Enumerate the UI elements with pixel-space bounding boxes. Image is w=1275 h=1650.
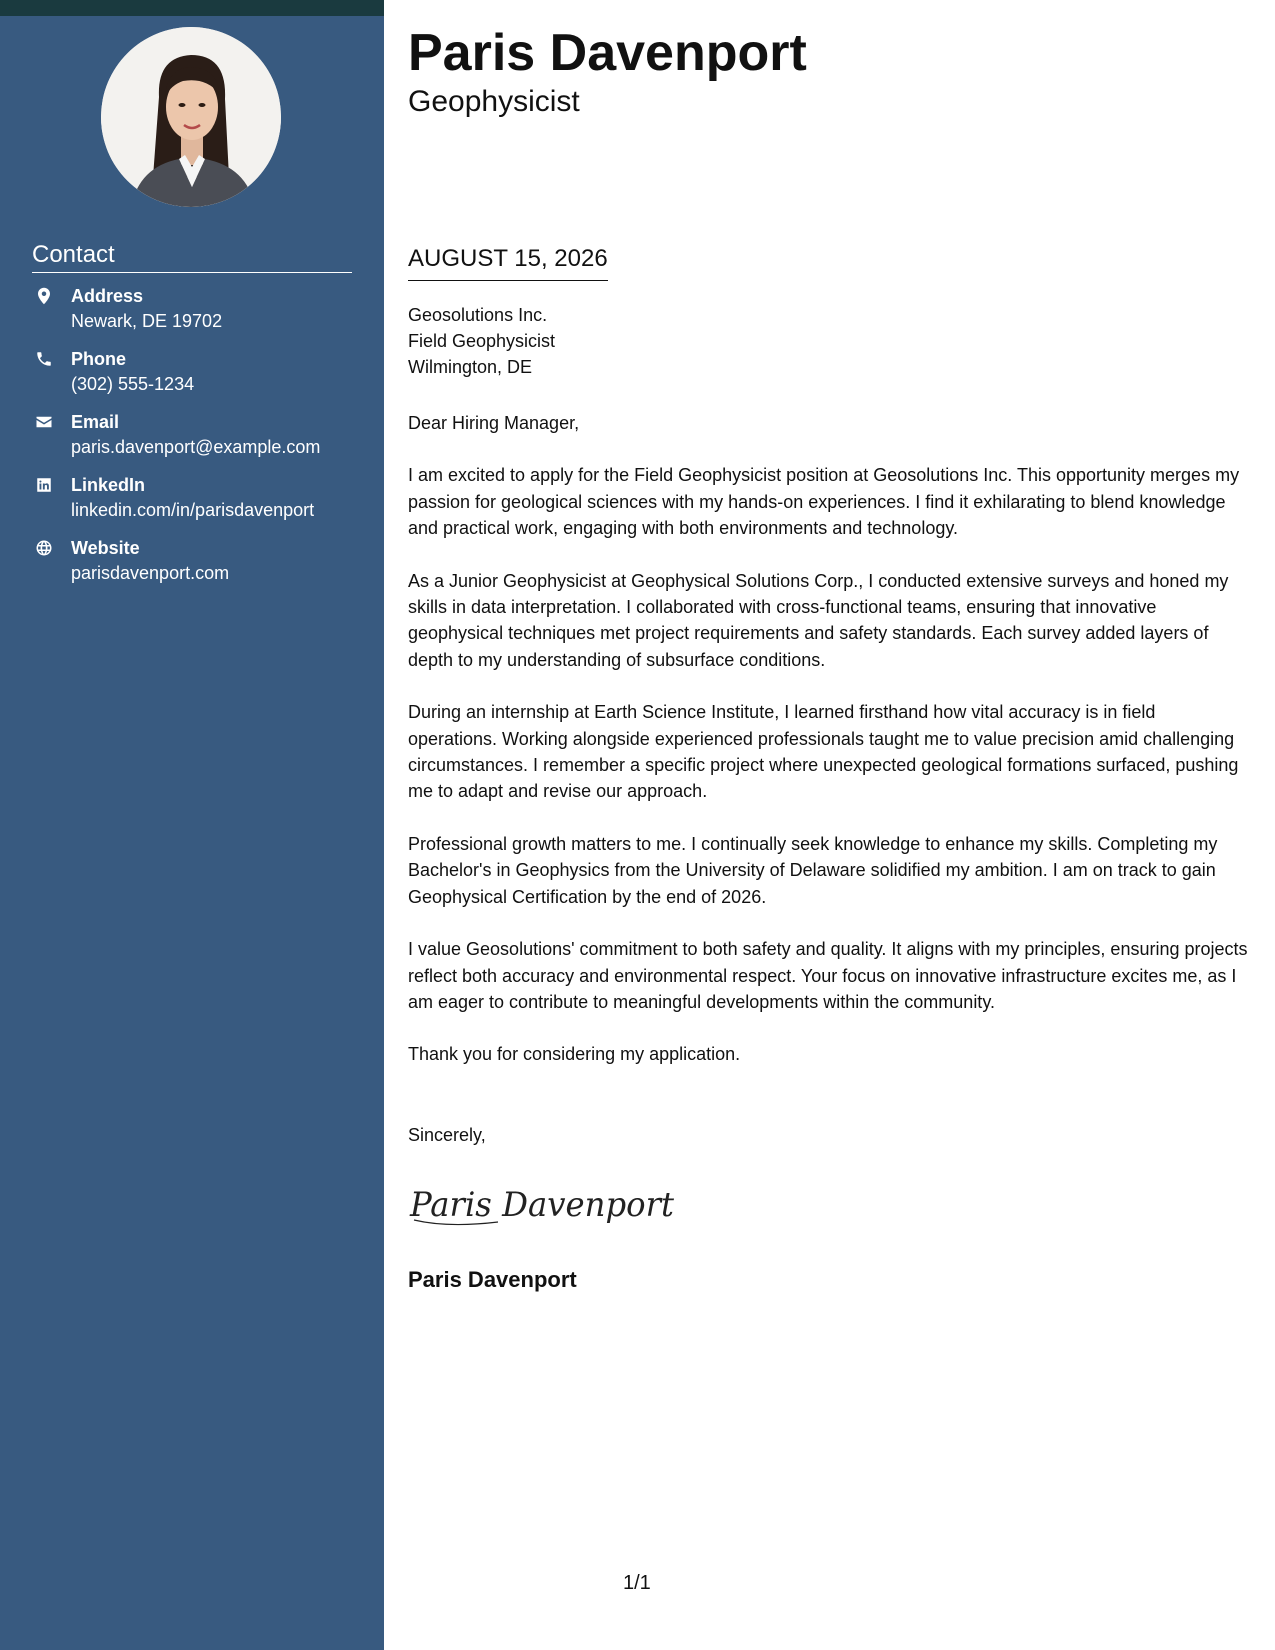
contact-value-email[interactable]: paris.davenport@example.com bbox=[71, 437, 321, 457]
job-title: Geophysicist bbox=[408, 85, 580, 118]
phone-icon bbox=[35, 350, 53, 368]
signature bbox=[408, 1180, 688, 1230]
linkedin-icon bbox=[35, 476, 53, 494]
contact-item-linkedin bbox=[32, 473, 372, 536]
sidebar bbox=[0, 0, 384, 1650]
contact-item-address bbox=[32, 284, 372, 347]
profile-photo-icon bbox=[101, 27, 281, 207]
sidebar-top-bar bbox=[0, 0, 384, 16]
page-number: 1/1 bbox=[623, 1572, 651, 1594]
contact-label: LinkedIn bbox=[71, 475, 146, 495]
contact-label: Phone bbox=[71, 349, 127, 369]
contact-item-phone bbox=[32, 347, 372, 410]
contact-item-website bbox=[32, 536, 372, 599]
contact-item-email bbox=[32, 410, 372, 473]
contact-value-address: Newark, DE 19702 bbox=[71, 311, 223, 331]
contact-value-phone[interactable]: (302) 555-1234 bbox=[71, 374, 195, 394]
paragraph: As a Junior Geophysicist at Geophysical Solutions Corp., I conducted extensive surveys and honed my skills in data interpretation. I collaborated with cross-functional teams, ensuring that innovative geophysical techniques met project requirements and safety standards. Each survey added layers of depth to my understanding of subsurface conditions. bbox=[408, 570, 1229, 670]
recipient-block bbox=[408, 302, 555, 380]
contact-value-linkedin[interactable]: linkedin.com/in/parisdavenport bbox=[71, 500, 315, 520]
contact-value-website[interactable]: parisdavenport.com bbox=[71, 563, 230, 583]
globe-icon bbox=[35, 539, 53, 557]
signature-icon bbox=[408, 1180, 688, 1230]
salutation: Dear Hiring Manager, bbox=[408, 413, 580, 433]
paragraph: During an internship at Earth Science Institute, I learned firsthand how vital accuracy is in field operations. Working alongside experienced professionals taught me to value precision amid challenging circumstances. I remember a specific project where unexpected geological formations surfaced, pushing me to adapt and revise our approach. bbox=[408, 702, 1239, 802]
contact-heading: Contact bbox=[32, 240, 352, 273]
recipient-position: Field Geophysicist bbox=[408, 331, 556, 351]
letter-date: AUGUST 15, 2026 bbox=[408, 244, 608, 281]
applicant-name: Paris Davenport bbox=[408, 24, 807, 82]
contact-label: Email bbox=[71, 412, 120, 432]
signer-name: Paris Davenport bbox=[408, 1267, 577, 1292]
envelope-icon bbox=[35, 413, 53, 431]
map-pin-icon bbox=[35, 287, 53, 305]
recipient-company: Geosolutions Inc. bbox=[408, 305, 548, 325]
signature-text: Paris Davenport bbox=[409, 1185, 675, 1225]
contact-list bbox=[32, 284, 372, 599]
paragraph: I value Geosolutions' commitment to both safety and quality. It aligns with my principles, ensuring projects reflect both accuracy and environmental respect. Your focus on innovative infrastructure excites me, as I am eager to contribute to meaningful developments within the community. bbox=[408, 939, 1248, 1012]
closing: Sincerely, bbox=[408, 1125, 486, 1145]
avatar bbox=[101, 27, 281, 207]
contact-label: Website bbox=[71, 538, 140, 558]
letter-body bbox=[408, 410, 1248, 1094]
recipient-location: Wilmington, DE bbox=[408, 357, 533, 377]
paragraph: I am excited to apply for the Field Geophysicist position at Geosolutions Inc. This opportunity merges my passion for geological sciences with my hands-on experiences. I find it exhilarating to blend knowledge and practical work, engaging with both environments and technology. bbox=[408, 465, 1240, 539]
paragraph: Thank you for considering my application. bbox=[408, 1044, 741, 1065]
contact-label: Address bbox=[71, 286, 144, 306]
paragraph: Professional growth matters to me. I continually seek knowledge to enhance my skills. Completing my Bachelor's in Geophysics from the University of Delaware solidified my ambition. I am on track to gain Geophysical Certification by the end of 2026. bbox=[408, 833, 1218, 907]
